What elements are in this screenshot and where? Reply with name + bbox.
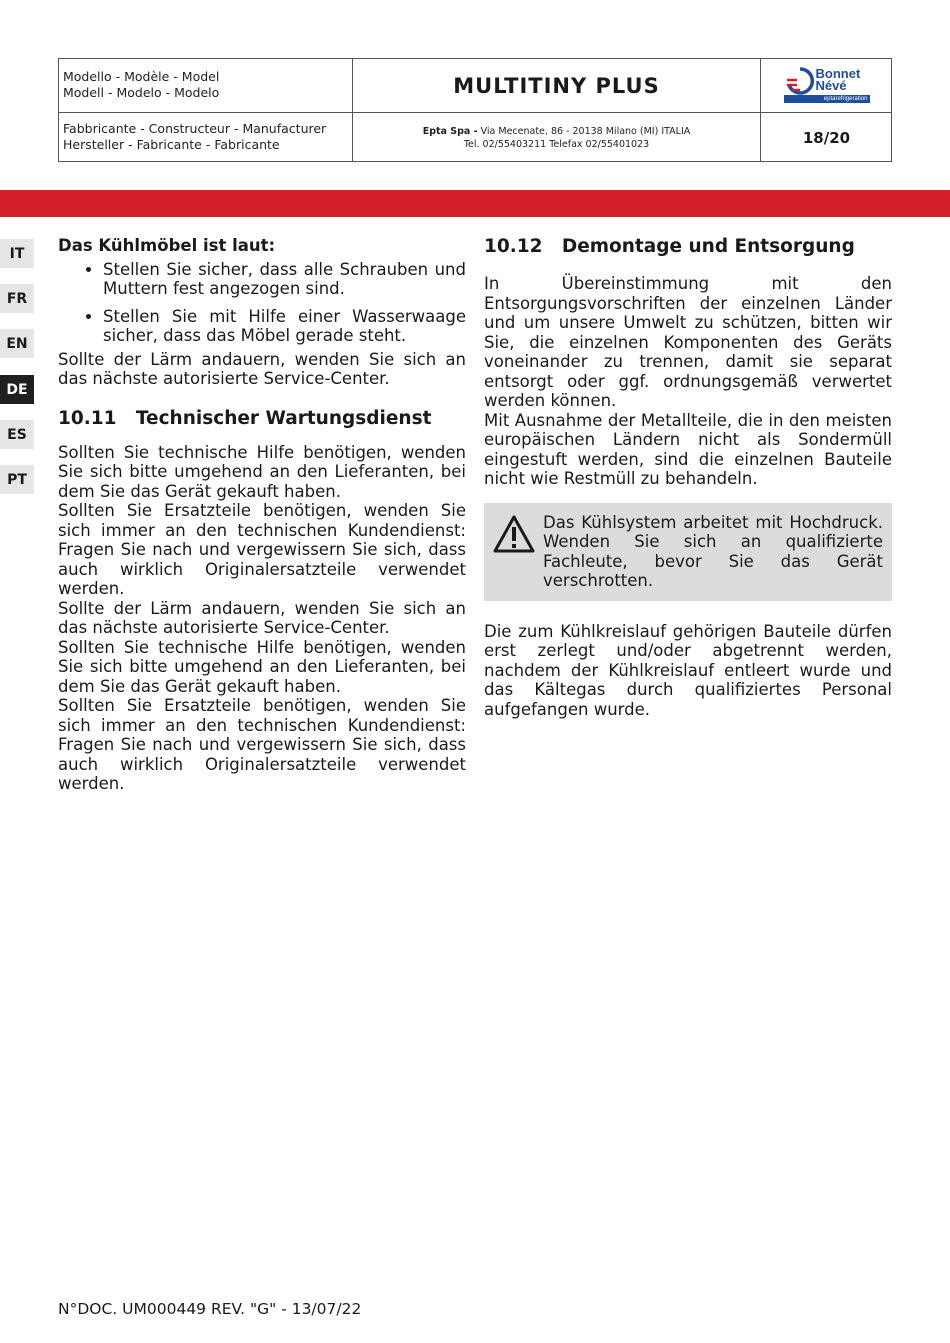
left-column (58, 233, 466, 794)
paragraph: Sollten Sie technische Hilfe benötigen, wenden Sie sich bitte umgehend an den Lieferanten, bei dem Sie das Gerät gekauft haben. (58, 442, 466, 501)
paragraph: Sollten Sie Ersatzteile benötigen, wenden Sie sich immer an den technischen Kundendienst: Fragen Sie nach und vergewissern Sie sich, dass auch wirklich Originalersatzteile verwendet werden. (58, 501, 466, 598)
company-phone: Tel. 02/55403211 Telefax 02/55401023 (463, 138, 650, 150)
tab-lang-en[interactable]: EN (0, 329, 34, 358)
paragraph: In Übereinstimmung mit den Entsorgungsvorschriften der einzelnen Länder und um unsere Umwelt zu schützen, bitten wir Sie, die einzelnen Komponenten des Geräts voneinander zu trennen, damit sie separat entsorgt oder ggf. ordnungsgemäß verwertet werden können. (484, 274, 892, 410)
list-item: • Stellen Sie mit Hilfe einer Wasserwaage sicher, dass das Möbel gerade steht. (103, 307, 466, 346)
logo-wordmark: Bonnet Névé (815, 65, 861, 93)
product-title: MULTITINY PLUS (453, 73, 660, 98)
noise-heading: Das Kühlmöbel ist laut: (58, 236, 276, 255)
right-column (484, 233, 892, 719)
logo-swirl-icon (784, 66, 816, 96)
warning-text: Das Kühlsystem arbeitet mit Hochdruck. Wenden Sie sich an qualifizierte Fachleute, bevor Sie das Gerät verschrotten. (543, 512, 883, 590)
brand-logo (761, 59, 892, 112)
company-address (353, 113, 760, 162)
document-header (58, 58, 892, 162)
warning-icon (492, 514, 536, 554)
paragraph: Sollten Sie Ersatzteile benötigen, wenden Sie sich immer an den technischen Kundendienst: Fragen Sie nach und vergewissern Sie sich, dass auch wirklich Originalersatzteile verwendet werden. (58, 696, 466, 793)
paragraph: Die zum Kühlkreislauf gehörigen Bauteile dürfen erst zerlegt und/oder abgetrennt werden, nachdem der Kühlkreislauf entleert wurde und das Kältegas durch qualifiziertes Personal aufgefangen wurde. (484, 621, 892, 719)
paragraph: Sollte der Lärm andauern, wenden Sie sich an das nächste autorisierte Service-Center. (58, 598, 466, 637)
section-title: Technischer Wartungsdienst (135, 407, 432, 429)
section-heading-10-12 (484, 235, 892, 259)
tab-lang-es[interactable]: ES (0, 420, 34, 449)
section-number: 10.12 (484, 236, 543, 257)
noise-followup: Sollte der Lärm andauern, wenden Sie sich an das nächste autorisierte Service-Center. (58, 349, 466, 388)
tab-lang-it[interactable]: IT (0, 239, 34, 268)
logo-subline: eptarefrigeration (784, 95, 870, 103)
accent-band (0, 190, 950, 217)
paragraph: Mit Ausnahme der Metallteile, die in den meisten europäischen Ländern nicht als Sondermüll eingestuft werden, sind die einzelnen Bauteile nicht wie Restmüll zu behandeln. (484, 410, 892, 488)
paragraph: Sollten Sie technische Hilfe benötigen, wenden Sie sich bitte umgehend an den Lieferanten, bei dem Sie das Gerät gekauft haben. (58, 637, 466, 696)
list-item: • Stellen Sie sicher, dass alle Schrauben und Muttern fest angezogen sind. (103, 260, 466, 299)
section-heading-10-11 (58, 407, 466, 431)
tab-lang-de[interactable]: DE (0, 375, 34, 404)
tab-lang-fr[interactable]: FR (0, 284, 34, 313)
section-title: Demontage und Entsorgung (561, 236, 855, 257)
noise-checklist (58, 260, 466, 346)
manufacturer-label-line: Hersteller - Fabricante - Fabricante (63, 137, 280, 152)
model-label (63, 69, 353, 101)
document-reference: N°DOC. UM000449 REV. "G" - 13/07/22 (58, 1300, 362, 1318)
company-street: Via Mecenate, 86 - 20138 Milano (MI) ITALIA (480, 125, 691, 137)
service-paragraphs (58, 443, 466, 794)
section-number: 10.11 (58, 407, 117, 429)
page-number: 18/20 (802, 128, 851, 147)
manufacturer-label-line: Fabbricante - Constructeur - Manufacturer (63, 121, 327, 136)
tab-lang-pt[interactable]: PT (0, 465, 34, 494)
model-label-line: Modell - Modelo - Modelo (63, 85, 220, 100)
company-name: Epta Spa - (422, 125, 478, 137)
model-label-line: Modello - Modèle - Model (63, 69, 220, 84)
warning-box (484, 503, 892, 601)
manufacturer-label (63, 121, 353, 153)
